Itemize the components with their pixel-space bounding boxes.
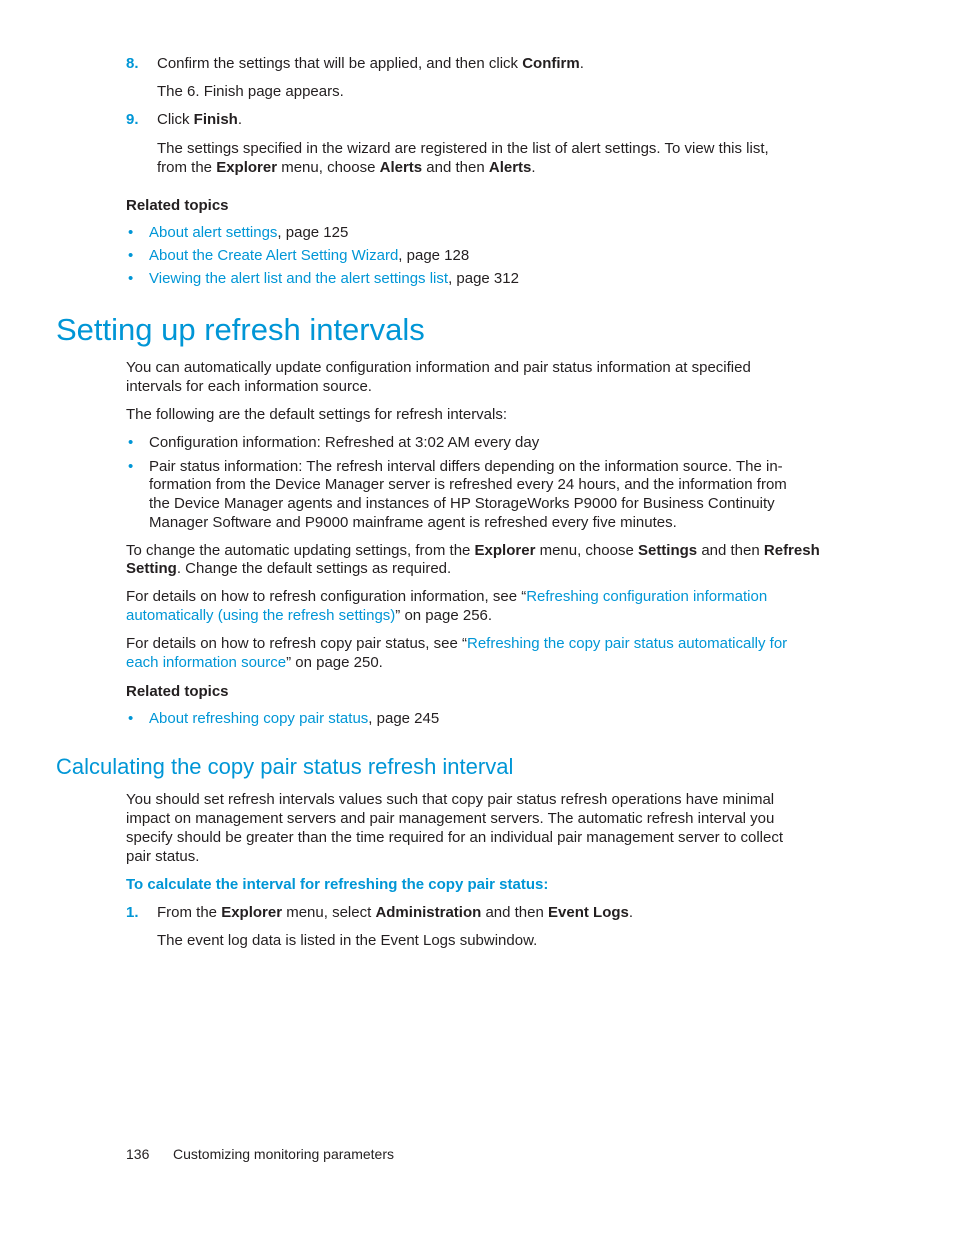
alerts-label: Alerts xyxy=(488,159,532,176)
text-run: and then xyxy=(422,159,489,176)
bullet: • xyxy=(128,224,134,241)
step-result: The event log data is listed in the Event Logs subwindow. xyxy=(157,932,538,949)
text-run: . xyxy=(628,904,634,921)
confirm-label: Confirm xyxy=(522,55,580,72)
cross-ref-link[interactable]: Refreshing the copy pair status automatically for xyxy=(467,635,788,652)
details-config-line xyxy=(126,606,492,625)
event-logs-label: Event Logs xyxy=(548,904,629,921)
page-ref: , page 312 xyxy=(448,270,519,287)
step-text xyxy=(157,903,633,922)
default-config-item: Configuration information: Refreshed at 3:02 AM every day xyxy=(149,434,540,451)
subsection-title: Calculating the copy pair status refresh interval xyxy=(56,754,514,779)
explorer-label: Explorer xyxy=(216,159,278,176)
details-pair-line xyxy=(126,653,383,672)
text-run: From the xyxy=(157,904,222,921)
calc-para-line: specify should be greater than the time required for an individual pair management server to collect xyxy=(126,829,784,846)
step-number: 9. xyxy=(126,111,139,128)
cross-ref-link[interactable]: each information source xyxy=(126,654,287,671)
wizard-note-line: The settings specified in the wizard are registered in the list of alert settings. To view this list, xyxy=(157,140,769,157)
related-topic-link[interactable]: About the Create Alert Setting Wizard xyxy=(149,247,399,264)
setting-label: Setting xyxy=(126,560,177,577)
step-text xyxy=(157,110,242,129)
chapter-title: Customizing monitoring parameters xyxy=(173,1146,394,1162)
text-run: and then xyxy=(481,904,549,921)
text-run: and then xyxy=(697,542,764,559)
text-run: ” on page 250. xyxy=(286,654,383,671)
text-run: For details on how to refresh configuration information, see “ xyxy=(126,588,527,605)
details-config-line xyxy=(126,587,767,606)
step-text xyxy=(157,54,584,73)
text-run: from the xyxy=(157,159,217,176)
explorer-label: Explorer xyxy=(221,904,283,921)
calc-para-line: pair status. xyxy=(126,848,200,865)
bullet: • xyxy=(128,270,134,287)
related-topic-item xyxy=(149,269,519,288)
step-text-post: . xyxy=(237,111,243,128)
text-run: . xyxy=(531,159,536,176)
text-run: menu, choose xyxy=(277,159,380,176)
step-number: 1. xyxy=(126,904,139,921)
section-title: Setting up refresh intervals xyxy=(56,312,425,347)
page-ref: , page 125 xyxy=(277,224,349,241)
bullet: • xyxy=(128,458,134,475)
related-topic-link[interactable]: About alert settings xyxy=(149,224,278,241)
related-topic-link[interactable]: About refreshing copy pair status xyxy=(149,710,369,727)
related-topics-heading: Related topics xyxy=(126,197,229,214)
step-text-pre: Confirm the settings that will be applied, and then click xyxy=(157,55,523,72)
page-ref: , page 128 xyxy=(398,247,470,264)
related-topic-item xyxy=(149,246,469,265)
calc-para-line: impact on management servers and pair management servers. The automatic refresh interval you xyxy=(126,810,775,827)
related-topic-item xyxy=(149,223,348,242)
step-text-post: . xyxy=(579,55,584,72)
step-text-pre: Click xyxy=(157,111,194,128)
step-number: 8. xyxy=(126,55,139,72)
text-run: menu, choose xyxy=(535,542,638,559)
page-ref: , page 245 xyxy=(368,710,440,727)
administration-label: Administration xyxy=(375,904,482,921)
text-run: For details on how to refresh copy pair status, see “ xyxy=(126,635,467,652)
details-pair-line xyxy=(126,634,787,653)
default-pair-line: Manager Software and P9000 mainframe agent is refreshed every five minutes. xyxy=(149,514,677,531)
step-result: The 6. Finish page appears. xyxy=(157,83,344,100)
finish-label: Finish xyxy=(193,111,238,128)
text-run: To change the automatic updating settings, from the xyxy=(126,542,475,559)
related-topic-item xyxy=(149,709,439,728)
default-pair-line: Pair status information: The refresh interval differs depending on the information source. The in- xyxy=(149,458,783,475)
refresh-label: Refresh xyxy=(763,542,820,559)
intro-line: You can automatically update configuration information and pair status information at specified xyxy=(126,359,751,376)
change-settings-line xyxy=(126,541,820,560)
default-pair-line: formation from the Device Manager server is refreshed every 24 hours, and the information from xyxy=(149,476,787,493)
intro-line: intervals for each information source. xyxy=(126,378,372,395)
alerts-label: Alerts xyxy=(379,159,423,176)
bullet: • xyxy=(128,710,134,727)
bullet: • xyxy=(128,434,134,451)
wizard-note-line xyxy=(157,158,536,177)
related-topics-heading: Related topics xyxy=(126,683,229,700)
text-run: menu, select xyxy=(282,904,376,921)
defaults-lead: The following are the default settings for refresh intervals: xyxy=(126,406,508,423)
cross-ref-link[interactable]: Refreshing configuration information xyxy=(526,588,768,605)
text-run: ” on page 256. xyxy=(395,607,493,624)
bullet: • xyxy=(128,247,134,264)
page-number: 136 xyxy=(126,1146,150,1162)
change-settings-line xyxy=(126,559,451,578)
procedure-title: To calculate the interval for refreshing the copy pair status: xyxy=(126,876,549,893)
related-topic-link[interactable]: Viewing the alert list and the alert settings list xyxy=(149,270,449,287)
text-run: . Change the default settings as required. xyxy=(176,560,452,577)
explorer-label: Explorer xyxy=(474,542,536,559)
settings-label: Settings xyxy=(637,542,698,559)
default-pair-line: the Device Manager agents and instances of HP StorageWorks P9000 for Business Continuity xyxy=(149,495,775,512)
cross-ref-link[interactable]: automatically (using the refresh settings) xyxy=(126,607,396,624)
calc-para-line: You should set refresh intervals values such that copy pair status refresh operations have minimal xyxy=(126,791,775,808)
